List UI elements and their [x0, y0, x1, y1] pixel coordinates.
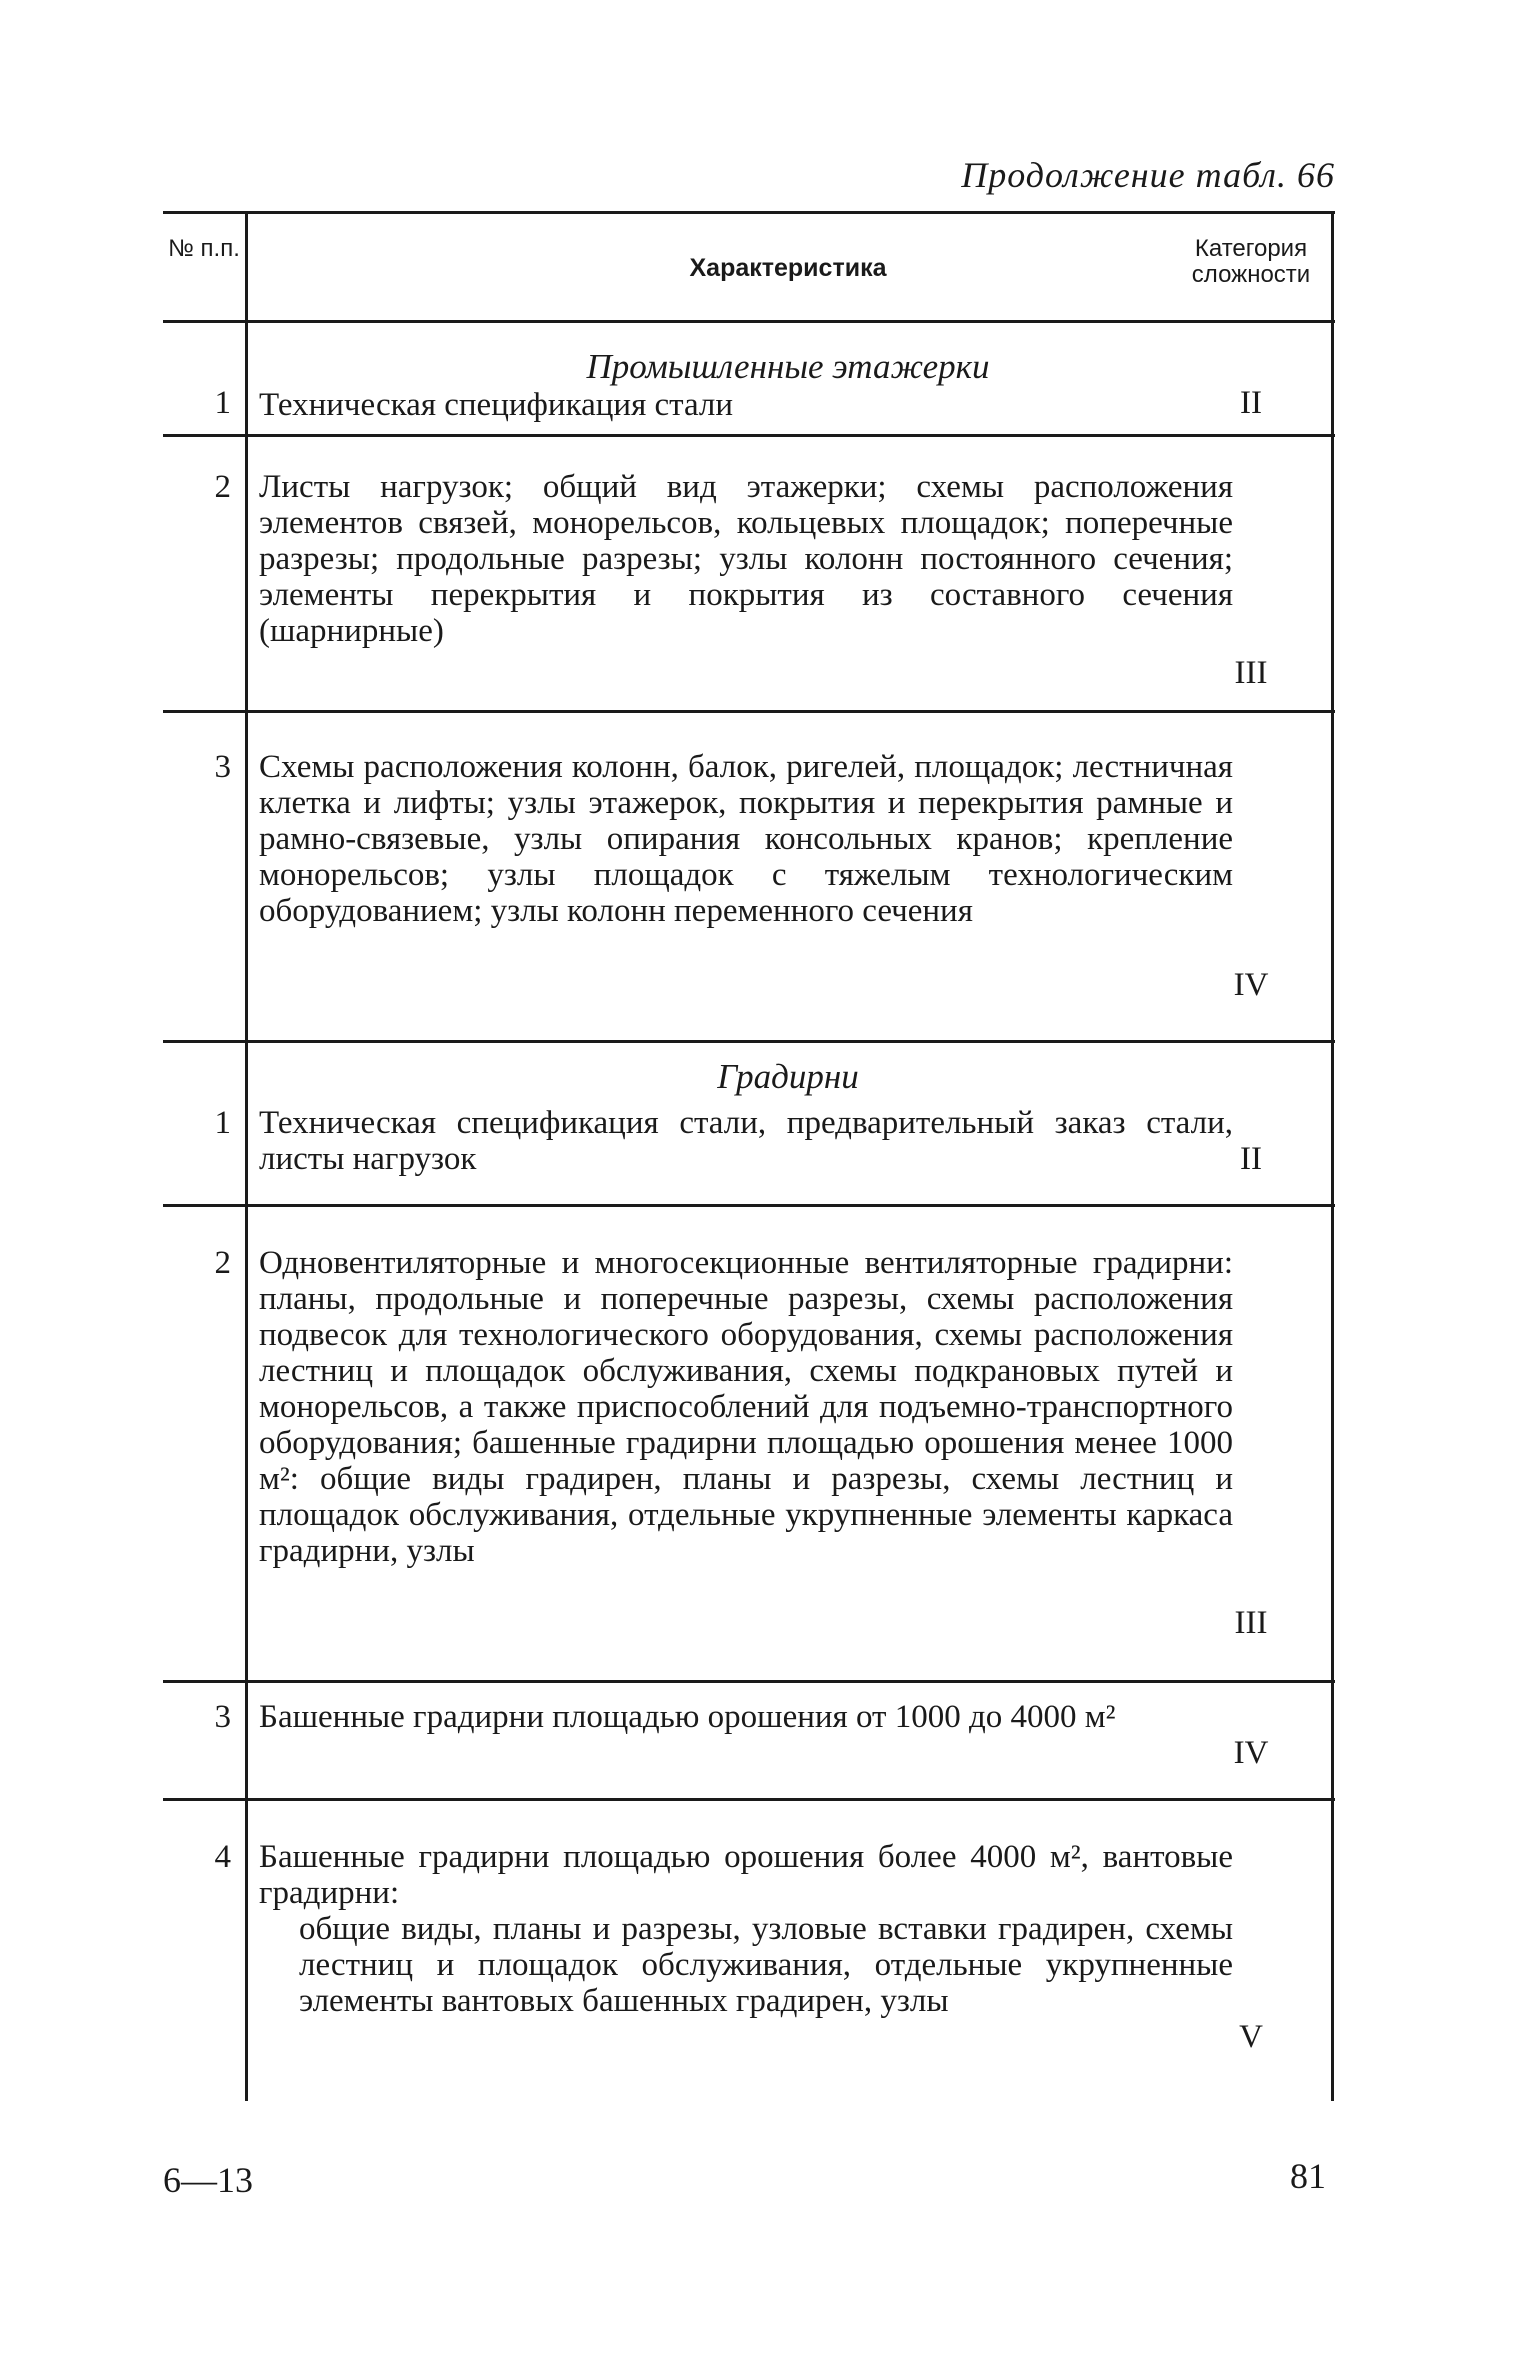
- header-category: Категория сложности: [1191, 235, 1311, 288]
- row-category: III: [1234, 655, 1268, 691]
- row-text: Одновентиляторные и многосекционные вентиляторные градирни: планы, продольные и поперечные разрезы, схемы расположения подвесок для технологического оборудования, схемы расположения лестниц и площадок обслуживания, схемы подкрановых путей и монорельсов, а также приспособлений для подъемно-транспортного оборудования; башенные градирни площадью орошения менее 1000 м²: общие виды градирен, планы и разрезы, схемы лестниц и площадок обслуживания, отдельные укрупненные элементы каркаса градирни, узлы: [259, 1245, 1233, 1569]
- row-number: 2: [214, 1245, 231, 1281]
- row-number: 1: [214, 1105, 231, 1141]
- row-category: IV: [1233, 967, 1269, 1003]
- row-number: 2: [214, 469, 231, 505]
- row-text: Техническая спецификация стали: [259, 387, 734, 423]
- row-number: 1: [214, 385, 231, 421]
- table-header: [163, 211, 1335, 323]
- table-row: [163, 437, 1335, 713]
- table-row: [163, 323, 1335, 437]
- footer-signature: 6—13: [163, 2160, 253, 2200]
- table-row: [163, 1207, 1335, 1683]
- row-category: V: [1239, 2019, 1263, 2055]
- table-row: [163, 713, 1335, 1043]
- row-text-subitem: общие виды, планы и разрезы, узловые вставки градирен, схемы лестниц и площадок обслуживания, отдельные укрупненные элементы вантовых башенных градирен, узлы: [299, 1911, 1233, 2019]
- section-title: Промышленные этажерки: [586, 347, 990, 386]
- row-category: II: [1240, 1141, 1262, 1177]
- row-text: Схемы расположения колонн, балок, ригелей, площадок; лестничная клетка и лифты; узлы этажерок, покрытия и перекрытия рамные и рамно-связевые, узлы опирания консольных кранов; крепление монорельсов; узлы площадок с тяжелым технологическим оборудованием; узлы колонн переменного сечения: [259, 749, 1233, 929]
- row-text: Листы нагрузок; общий вид этажерки; схемы расположения элементов связей, монорельсов, кольцевых площадок; поперечные разрезы; продольные разрезы; узлы колонн постоянного сечения; элементы перекрытия и покрытия из составного сечения (шарнирные): [259, 469, 1233, 649]
- row-number: 3: [214, 1699, 231, 1735]
- complexity-table: [163, 211, 1335, 2101]
- row-text: [259, 1839, 1233, 2019]
- row-text-line: Башенные градирни площадью орошения более 4000 м², вантовые градирни:: [259, 1839, 1233, 1911]
- section-title: Градирни: [717, 1057, 859, 1096]
- header-characteristic: Характеристика: [689, 254, 887, 282]
- header-num: № п.п.: [168, 235, 240, 262]
- row-category: III: [1234, 1605, 1268, 1641]
- row-number: 4: [214, 1839, 231, 1875]
- page-number: 81: [1290, 2156, 1326, 2196]
- row-number: 3: [214, 749, 231, 785]
- row-text: Башенные градирни площадью орошения от 1000 до 4000 м²: [259, 1699, 1116, 1735]
- row-category: IV: [1233, 1735, 1269, 1771]
- row-text: Техническая спецификация стали, предварительный заказ стали, листы нагрузок: [259, 1105, 1233, 1177]
- table-continuation-title: Продолжение табл. 66: [961, 155, 1335, 195]
- table-row: [163, 1801, 1335, 2101]
- table-row: [163, 1043, 1335, 1207]
- row-category: II: [1240, 385, 1262, 421]
- table-row: [163, 1683, 1335, 1801]
